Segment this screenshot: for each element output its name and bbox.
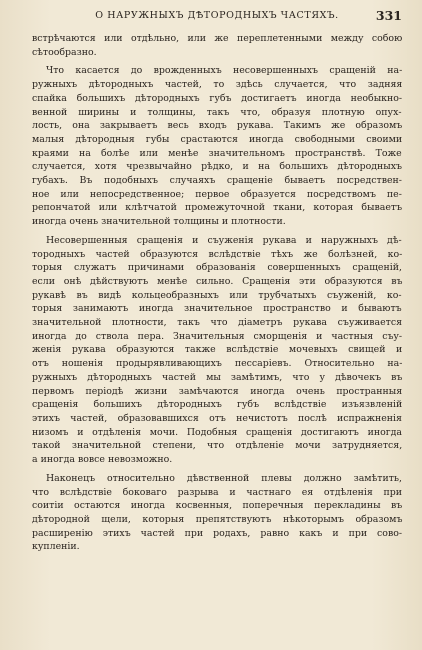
paragraph bbox=[32, 32, 402, 59]
text-line: иногда до ствола пера. Значительныя сморщенія и частныя съу- bbox=[32, 330, 403, 342]
text-line: репончатой или клѣтчатой промежуточной ткани, которая бываетъ bbox=[32, 202, 403, 214]
text-line: такой значительной степени, что отдѣленіе мочи затрудняется, bbox=[32, 440, 403, 452]
text-line: низомъ и отдѣленія мочи. Подобныя сращенія достигаютъ иногда bbox=[32, 426, 403, 438]
text-line: венной ширины и толщины, такъ что, образуя плотную опух- bbox=[32, 106, 402, 118]
text-line: случается, хотя чрезвычайно рѣдко, и на большихъ дѣтородныхъ bbox=[32, 161, 403, 173]
text-line: сѣтообразно. bbox=[32, 46, 97, 58]
page-body bbox=[32, 32, 402, 554]
page-number: 331 bbox=[375, 8, 402, 23]
text-line: значительной плотности, такъ что діаметръ рукава съуживается bbox=[32, 317, 402, 329]
running-title: О НАРУЖНЫХЪ ДѢТОРОДНЫХЪ ЧАСТЯХЪ. bbox=[95, 10, 339, 21]
text-line: губахъ. Въ подобныхъ случаяхъ сращеніе бываетъ посредствен- bbox=[32, 175, 402, 187]
text-line: встрѣчаются или отдѣльно, или же переплетенными между собою bbox=[32, 33, 403, 44]
text-line: спайка большихъ дѣтородныхъ губъ достигаетъ иногда необыкно- bbox=[32, 92, 403, 104]
text-line: ружныхъ дѣтородныхъ частей мы замѣтимъ, что у дѣвочекъ въ bbox=[32, 371, 403, 383]
text-line: дѣтородной щели, которыя препятствуютъ нѣкоторымъ образомъ bbox=[32, 513, 403, 525]
text-line: ное или непосредственное; первое образуется посредствомъ пе- bbox=[32, 188, 402, 200]
text-line: Наконецъ относительно дѣвственной плевы должно замѣтить, bbox=[46, 472, 402, 484]
text-line: если онѣ дѣйствуютъ менѣе сильно. Сращенія эти образуются въ bbox=[32, 275, 403, 287]
text-line: а иногда вовсе невозможно. bbox=[32, 454, 173, 466]
text-line: купленіи. bbox=[32, 541, 80, 553]
text-line: Несовершенныя сращенія и съуженія рукава и наружныхъ дѣ- bbox=[46, 234, 402, 246]
text-line: тородныхъ частей образуются вслѣдствіе тѣхъ же болѣзней, ко- bbox=[32, 248, 403, 260]
text-line: краями на болѣе или менѣе значительномъ пространствѣ. Тоже bbox=[32, 147, 402, 159]
paragraph bbox=[32, 472, 402, 554]
paragraph bbox=[32, 64, 402, 228]
text-line: малыя дѣтородныя губы срастаются иногда свободными своими bbox=[32, 133, 403, 145]
text-line: торыя занимаютъ иногда значительное пространство и бываютъ bbox=[32, 303, 402, 315]
paragraph bbox=[32, 234, 402, 467]
text-line: сращенія большихъ дѣтородныхъ губъ вслѣдствіе изъязвленій bbox=[32, 399, 403, 411]
text-line: соитіи остаются иногда косвенныя, поперечныя перекладины въ bbox=[32, 500, 403, 512]
text-line: иногда очень значительной толщины и плотности. bbox=[32, 216, 286, 228]
text-line: лость, она закрываетъ весь входъ рукава. Такимъ же образомъ bbox=[32, 120, 403, 132]
text-line: что вслѣдствіе боковаго разрыва и частнаго ея отдѣленія при bbox=[32, 486, 403, 498]
running-header bbox=[32, 10, 402, 26]
text-line: женія рукава образуются также вслѣдствіе мочевыхъ свищей и bbox=[32, 344, 403, 356]
text-line: расширенію этихъ частей при родахъ, равно какъ и при сово- bbox=[32, 527, 403, 539]
text-line: этихъ частей, образовавшихся отъ нечистотъ послѣ испражненія bbox=[32, 412, 402, 424]
text-line: ружныхъ дѣтородныхъ частей, то здѣсь случается, что задняя bbox=[32, 79, 403, 91]
text-line: Что касается до врожденныхъ несовершенныхъ сращеній на- bbox=[46, 65, 403, 77]
text-line: рукавѣ въ видѣ кольцеобразныхъ или трубчатыхъ съуженій, ко- bbox=[32, 289, 402, 301]
text-line: отъ ношенія продырявливающихъ пессаріевъ. Относительно на- bbox=[32, 358, 403, 370]
text-line: торыя служатъ причинами образованія совершенныхъ сращеній, bbox=[32, 262, 402, 274]
text-line: первомъ періодѣ жизни замѣчаются иногда очень пространныя bbox=[32, 385, 403, 397]
